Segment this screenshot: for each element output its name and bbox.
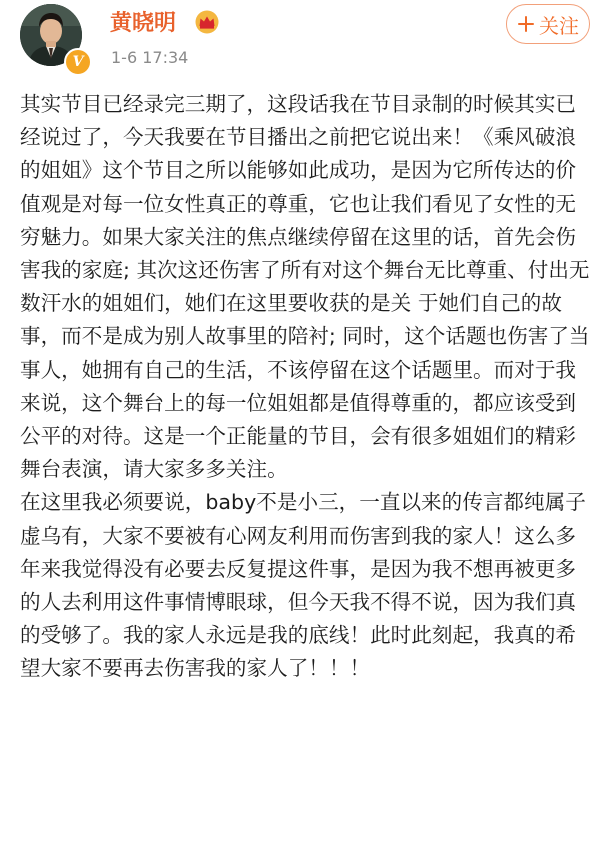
post-paragraph: 其实节目已经录完三期了，这段话我在节目录制的时候其实已经说过了，今天我要在节目播出之前把它说出来！《乘风破浪的姐姐》这个节目之所以能够如此成功，是因为它所传达的价值观是对每一位女性真正的尊重，它也让我们看见了女性的无穷魅力。如果大家关注的焦点继续停留在这里的话，首先会伤害我的家庭; 其次这还伤害了所有对这个舞台无比尊重、付出无数汗水的姐姐们，她们在这里要收获的是关 于她们自己的故事，而不是成为别人故事里的陪衬; 同时，这个话题也伤害了当事人，她拥有自己的生活，不该停留在这个话题里。而对于我来说，这个舞台上的每一位姐姐都是值得尊重的，都应该受到公平的对待。这是一个正能量的节目，会有很多姐姐们的精彩舞台表演，请大家多多关注。 [20, 92, 590, 482]
post-body [20, 88, 592, 686]
crown-icon [194, 10, 220, 34]
post-header [0, 0, 600, 84]
follow-button[interactable] [506, 4, 590, 44]
username[interactable]: 黄晓明 [110, 11, 177, 36]
v-badge-icon: V [64, 48, 92, 76]
plus-icon [517, 15, 535, 33]
avatar-container[interactable] [20, 4, 96, 80]
follow-label: 关注 [539, 13, 579, 38]
post-paragraph: 在这里我必须要说，baby不是小三，一直以来的传言都纯属子虚乌有，大家不要被有心网友利用而伤害到我的家人！这么多年来我觉得没有必要去反复提这件事，是因为我不想再被更多的人去利用这件事情博眼球，但今天我不得不说，因为我们真的受够了。我的家人永远是我的底线！此时此刻起，我真的希望大家不要再去伤害我的家人了！！！ [20, 490, 586, 681]
post-timestamp: 1-6 17:34 [111, 48, 189, 67]
